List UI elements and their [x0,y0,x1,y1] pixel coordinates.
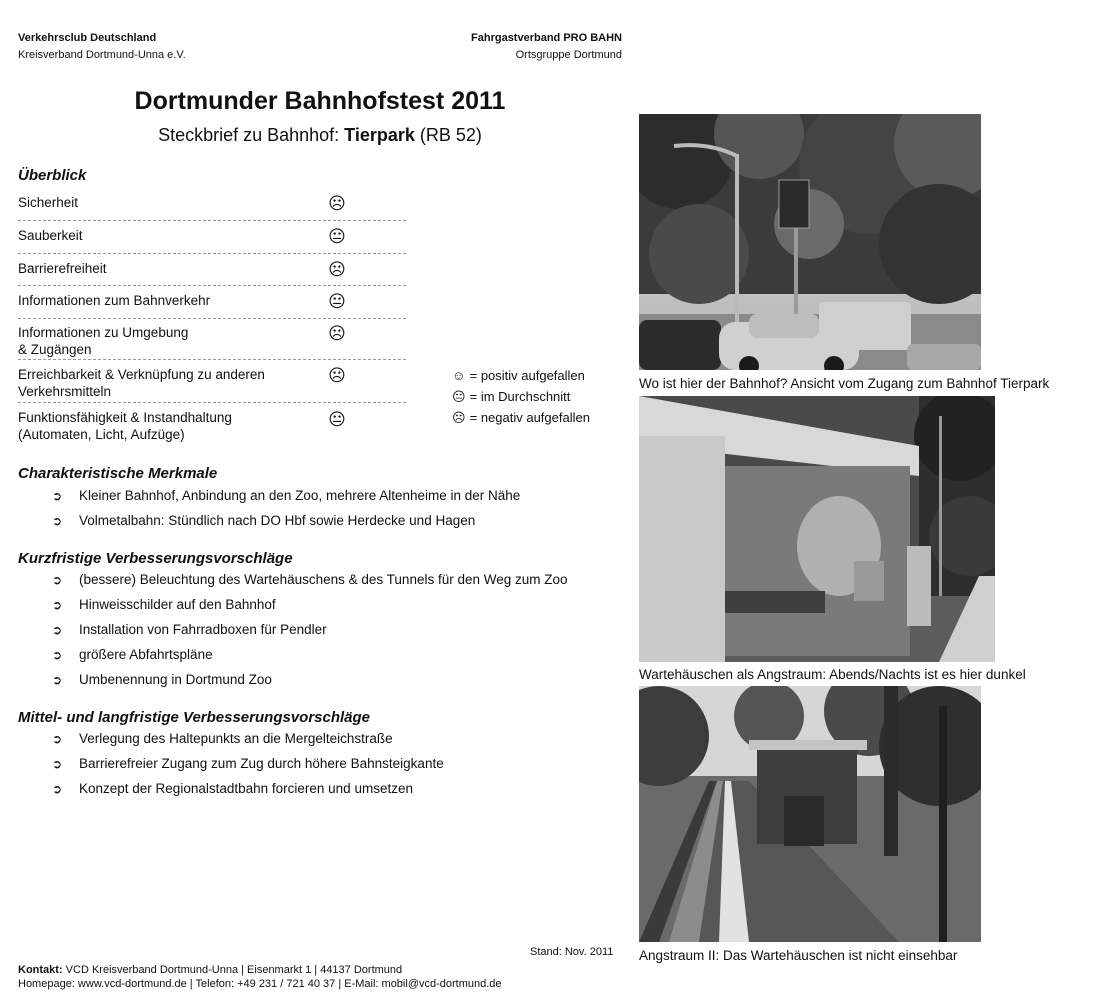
photo-platform-view [639,686,981,942]
legend-positive: ☺ = positiv aufgefallen [452,365,590,386]
list-item: ➲ Umbenennung in Dortmund Zoo [52,670,568,695]
arrow-bullet-icon: ➲ [52,732,63,746]
overview-row [18,403,406,444]
list-item: ➲ (bessere) Beleuchtung des Wartehäuschens & des Tunnels für den Weg zum Zoo [52,570,568,595]
legend-negative: ☹ = negativ aufgefallen [452,407,590,428]
document-date: Stand: Nov. 2011 [530,946,614,958]
list-item: ➲ Installation von Fahrradboxen für Pendler [52,620,568,645]
subtitle-station: Tierpark [344,125,415,145]
page-subtitle [18,125,622,146]
overview-row [18,192,406,221]
list-item: ➲ größere Abfahrtspläne [52,645,568,670]
list-item: ➲ Verlegung des Haltepunkts an die Mergelteichstraße [52,729,444,754]
overview-label: Sauberkeit [18,228,83,243]
photo-platform-view-image [639,686,981,942]
header-left-org: Verkehrsclub Deutschland [18,32,157,44]
positive-face-icon: ☺ [452,368,466,383]
page-title: Dortmunder Bahnhofstest 2011 [134,87,506,115]
photo-station-access-image [639,114,981,370]
overview-label [18,324,318,358]
overview-label-line: Verkehrsmitteln [18,384,112,399]
overview-label: Sicherheit [18,195,79,210]
features-heading: Charakteristische Merkmale [18,465,218,482]
overview-table [18,192,406,444]
arrow-bullet-icon: ➲ [52,673,63,687]
contact-label: Kontakt: [18,964,63,976]
arrow-bullet-icon: ➲ [52,514,63,528]
overview-label-line: Erreichbarkeit & Verknüpfung zu anderen [18,367,265,382]
short-term-heading: Kurzfristige Verbesserungsvorschläge [18,550,293,567]
photo-caption: Angstraum II: Das Wartehäuschen ist nicht einsehbar [639,948,958,963]
header-right-sub: Ortsgruppe Dortmund [515,49,622,61]
subtitle-prefix: Steckbrief zu Bahnhof: [158,125,345,145]
legend-neutral: 😐 = im Durchschnitt [452,386,590,407]
features-list [52,486,520,536]
overview-label-line: (Automaten, Licht, Aufzüge) [18,427,185,442]
footer-line-1 [18,963,502,977]
footer-line-2: Homepage: www.vcd-dortmund.de | Telefon: +49 231 / 721 40 37 | E-Mail: mobil@vcd-dortmund.de [18,978,502,990]
list-item: ➲ Barrierefreier Zugang zum Zug durch höhere Bahnsteigkante [52,754,444,779]
overview-label-line: Funktionsfähigkeit & Instandhaltung [18,410,232,425]
rating-icon: ☹ [328,366,346,385]
list-item: ➲ Volmetalbahn: Stündlich nach DO Hbf sowie Herdecke und Hagen [52,511,520,536]
long-term-heading: Mittel- und langfristige Verbesserungsvorschläge [18,709,371,726]
neutral-face-icon: 😐 [452,389,466,404]
list-item: ➲ Kleiner Bahnhof, Anbindung an den Zoo, mehrere Altenheime in der Nähe [52,486,520,511]
overview-heading: Überblick [18,167,87,184]
subtitle-suffix: (RB 52) [414,125,482,145]
arrow-bullet-icon: ➲ [52,757,63,771]
overview-label-line: & Zugängen [18,342,92,357]
short-term-list [52,570,568,695]
overview-row [18,254,406,286]
photo-station-access [639,114,981,370]
overview-label: Informationen zum Bahnverkehr [18,293,211,308]
photo-caption: Wartehäuschen als Angstraum: Abends/Nachts ist es hier dunkel [639,667,1026,682]
arrow-bullet-icon: ➲ [52,782,63,796]
photo-waiting-shelter [639,396,995,662]
negative-face-icon: ☹ [452,410,466,425]
arrow-bullet-icon: ➲ [52,623,63,637]
overview-row [18,360,406,403]
rating-icon: ☹ [328,194,346,213]
rating-icon: ☹ [328,260,346,279]
rating-legend [452,365,590,428]
contact-text: VCD Kreisverband Dortmund-Unna | Eisenmarkt 1 | 44137 Dortmund [62,964,403,976]
long-term-list [52,729,444,804]
rating-icon: 😐 [328,227,346,246]
photo-waiting-shelter-image [639,396,995,662]
arrow-bullet-icon: ➲ [52,648,63,662]
photo-caption: Wo ist hier der Bahnhof? Ansicht vom Zugang zum Bahnhof Tierpark [639,376,1050,391]
overview-label: Barrierefreiheit [18,261,107,276]
overview-label [18,366,318,400]
rating-icon: 😐 [328,292,346,311]
arrow-bullet-icon: ➲ [52,573,63,587]
list-item: ➲ Konzept der Regionalstadtbahn forcieren und umsetzen [52,779,444,804]
arrow-bullet-icon: ➲ [52,489,63,503]
arrow-bullet-icon: ➲ [52,598,63,612]
footer-contact [18,963,502,991]
header-right-org: Fahrgastverband PRO BAHN [471,32,622,44]
overview-row [18,319,406,360]
list-item: ➲ Hinweisschilder auf den Bahnhof [52,595,568,620]
rating-icon: ☹ [328,324,346,343]
overview-label [18,409,318,443]
overview-label-line: Informationen zu Umgebung [18,325,189,340]
overview-row [18,221,406,254]
rating-icon: 😐 [328,410,346,429]
header-left-sub: Kreisverband Dortmund-Unna e.V. [18,49,186,61]
overview-row [18,286,406,319]
